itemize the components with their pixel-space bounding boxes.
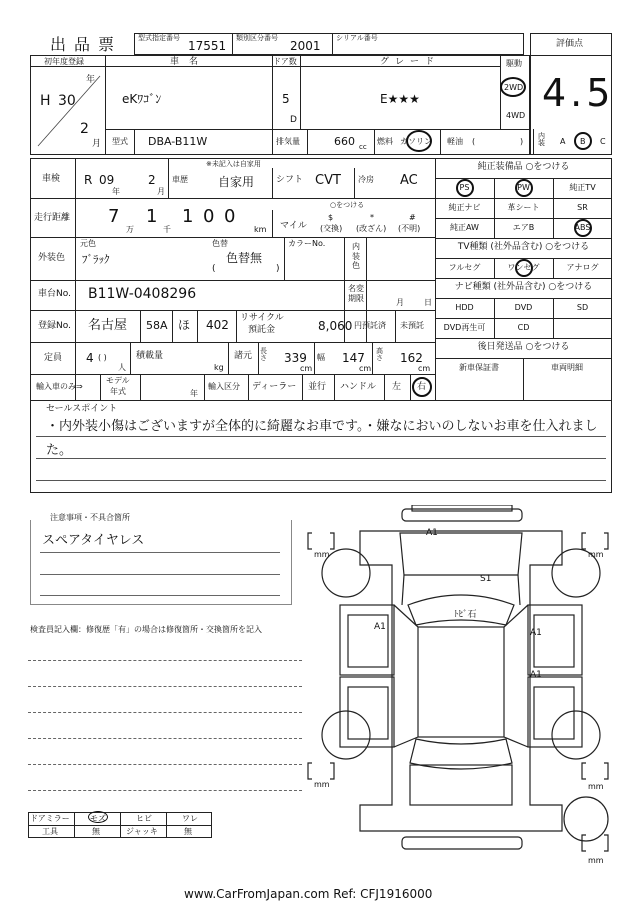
height: 162	[400, 351, 423, 365]
interior-c: C	[600, 137, 606, 146]
registration-place: 名古屋	[88, 318, 128, 333]
load-label: 積載量	[136, 351, 164, 361]
equipment-item-circle-8	[574, 219, 592, 237]
fuel-label: 燃料	[377, 137, 393, 146]
color-no-label: カラーNo.	[288, 239, 326, 248]
handle-right: 右	[417, 382, 427, 392]
equipment-navi-col-line	[494, 298, 495, 338]
mileage-d1: 7	[108, 206, 120, 227]
original-color: ﾌﾞﾗｯｸ	[82, 253, 110, 266]
mileage-hash: #	[409, 213, 416, 222]
reg-day-unit: 日	[424, 298, 432, 307]
equipment-item-8: ABS	[574, 223, 591, 232]
repaint-paren-open: (	[212, 264, 216, 274]
equipment-navi-0: HDD	[455, 303, 474, 312]
page-title: 出品票	[50, 35, 123, 54]
equipment-navi-1: DVD	[514, 303, 533, 312]
mileage-tamper: (改ざん)	[356, 224, 387, 233]
mileage-sen: 千	[163, 225, 171, 234]
paren-open: (	[472, 137, 476, 146]
handle-right-circle	[412, 377, 432, 397]
repaint-paren-close: )	[276, 264, 280, 274]
type-label: 型式	[112, 137, 128, 146]
capacity-label: 定員	[44, 353, 63, 363]
equipment-item-5: SR	[577, 203, 588, 212]
equipment-tv-col-line	[553, 258, 554, 278]
recycle-label-1: リサイクル	[240, 313, 284, 323]
width: 147	[342, 351, 365, 365]
shaken-label: 車検	[42, 174, 61, 184]
history-note: ※未記入は自家用	[206, 160, 261, 168]
equipment-tv-label: TV種類 (社外品含む) ○をつける	[457, 242, 590, 252]
registration-label: 登録No.	[38, 321, 71, 331]
repaint-value: 色替無	[226, 251, 263, 265]
recycle-unit: 円預託済	[354, 321, 386, 330]
equipment-item-3: 純正ナビ	[448, 203, 481, 212]
equipment-navi-row-line	[435, 338, 612, 339]
inspector-label: 検査員記入欄：修復歴「有」の場合は修復箇所・交換箇所を記入	[30, 625, 262, 634]
model-number-label: 型式指定番号	[138, 34, 180, 42]
import-parallel: 並行	[308, 382, 327, 392]
mileage-dollar: $	[328, 213, 334, 222]
category-label: 類別区分番号	[236, 34, 278, 42]
equipment-item-2: 純正TV	[569, 183, 596, 192]
grade: E★★★	[380, 92, 420, 106]
equipment-item-circle-1	[515, 179, 533, 197]
displacement: 660	[334, 135, 355, 148]
equipment-navi-3: DVD再生可	[443, 323, 486, 332]
bottom-row-1: 工具	[42, 827, 58, 836]
equipment-post-1: 車両明細	[551, 363, 583, 372]
mileage-exchange: (交換)	[320, 224, 343, 233]
shaken-year: 09	[99, 173, 115, 187]
equipment-navi-2: SD	[576, 303, 589, 312]
mm-unit: mm	[314, 780, 330, 789]
car-name-label: 車名	[170, 57, 209, 67]
equipment-tv-0: フルセグ	[448, 263, 481, 272]
cooler-value: AC	[400, 173, 418, 188]
paren-close: )	[520, 137, 524, 146]
mileage-unknown: (不明)	[398, 224, 421, 233]
recycle-unpaid: 未預託	[400, 321, 424, 330]
score-label: 評価点	[556, 39, 584, 49]
mileage-star: *	[370, 213, 374, 222]
height-unit: cm	[418, 364, 431, 373]
mozu-circle	[88, 811, 108, 823]
footer-watermark: www.CarFromJapan.com Ref: CFJ1916000	[184, 887, 433, 901]
interior-a: A	[560, 137, 566, 146]
handle-left: 左	[392, 382, 402, 392]
equipment-tv-row-line	[435, 278, 612, 279]
load-unit: kg	[214, 363, 224, 372]
equipment-post-label: 後日発送品 ○をつける	[477, 342, 570, 352]
door-type: D	[290, 115, 297, 125]
history-value: 自家用	[218, 175, 255, 189]
shaken-era: R	[84, 173, 93, 187]
displacement-label: 排気量	[276, 137, 300, 146]
drive-2wd: 2WD	[504, 83, 524, 92]
car-diagram	[300, 505, 620, 875]
interior-color-label: 内装色	[352, 242, 360, 271]
model-number: 17551	[188, 39, 227, 53]
damage-mark: A1	[530, 670, 542, 680]
equipment-tv-col-line	[494, 258, 495, 278]
cooler-label: 冷房	[358, 175, 374, 184]
equipment-item-4: 革シート	[507, 203, 540, 212]
notes-line-1: スペアタイヤレス	[42, 533, 145, 548]
mileage-d3: 1	[182, 206, 194, 227]
bottom-header-1: ドアミラー	[30, 814, 70, 823]
drive-label: 駆動	[506, 59, 522, 68]
mileage-d4: 0	[203, 206, 215, 227]
drive-4wd: 4WD	[506, 111, 526, 120]
fuel-circle	[406, 130, 432, 152]
bottom-header-2: モズ	[90, 814, 106, 823]
equipment-item-1: PW	[517, 183, 530, 192]
bottom-row-2: 無	[92, 827, 100, 836]
mileage-circle-note: ○をつける	[330, 201, 365, 209]
equipment-item-col-line	[494, 178, 495, 238]
equipment-navi-4: CD	[517, 323, 530, 332]
first-reg-month: 2	[80, 121, 89, 137]
serial-label: シリアル番号	[336, 34, 378, 42]
interior-label: 内装	[538, 132, 545, 147]
reg-month-unit: 月	[396, 298, 404, 307]
equipment-tv-circle-1	[515, 259, 533, 277]
first-reg-label: 初年度登録	[44, 57, 84, 66]
mileage-d2: 1	[146, 206, 158, 227]
import-label: 輸入車のみ⇒	[36, 382, 83, 391]
width-unit: cm	[359, 364, 372, 373]
history-label: 車歴	[172, 175, 188, 184]
spec-label: 諸元	[234, 351, 253, 361]
equipment-post-divider	[523, 358, 524, 400]
mm-unit: mm	[588, 550, 604, 559]
shaken-month: 2	[148, 173, 156, 187]
equipment-item-row-line	[435, 238, 612, 239]
color-label: 外装色	[38, 253, 66, 263]
equipment-item-row-line	[435, 198, 612, 199]
length: 339	[284, 351, 307, 365]
original-color-label: 元色	[80, 239, 96, 248]
mileage-km: km	[254, 225, 267, 234]
bottom-row-4: 無	[184, 827, 192, 836]
reg-period-label: 名変期限	[348, 284, 364, 303]
equipment-navi-label: ナビ種類 (社外品含む) ○をつける	[454, 282, 593, 292]
damage-mark: ﾄﾋﾞ石	[454, 610, 477, 620]
mm-unit: mm	[588, 782, 604, 791]
height-label: 高さ	[376, 347, 383, 362]
bottom-header-4: ワレ	[182, 814, 198, 823]
equipment-genuine-label: 純正装備品 ○をつける	[477, 162, 570, 172]
handle-label: ハンドル	[340, 382, 377, 392]
equipment-tv-2: アナログ	[566, 263, 599, 272]
sales-line-1: ・内外装小傷はございますが全体的に綺麗なお車です。・嫌なにおいのしないお車を仕入れまし	[46, 419, 598, 434]
registration-kana: ほ	[178, 318, 191, 332]
interior-b-circle	[574, 132, 592, 150]
equipment-post-0: 新車保証書	[459, 363, 499, 372]
length-unit: cm	[300, 364, 313, 373]
equipment-tv-1: ワンセグ	[507, 263, 540, 272]
doors-label: ドア数	[273, 57, 297, 66]
width-label: 幅	[317, 353, 325, 362]
equipment-item-6: 純正AW	[450, 223, 479, 232]
recycle-amount: 8,060	[318, 319, 353, 333]
equipment-item-circle-0	[456, 179, 474, 197]
mileage-man: 万	[126, 225, 134, 234]
shift-label: シフト	[276, 175, 304, 185]
sales-label: セールスポイント	[46, 404, 118, 414]
doors: 5	[282, 92, 290, 106]
model-year-label-1: モデル	[106, 376, 130, 385]
month-unit: 月	[92, 139, 102, 149]
seats-unit: 人	[118, 363, 126, 372]
import-dealer: ディーラー	[252, 382, 297, 392]
mileage-label: 走行距離	[34, 213, 71, 223]
equipment-item-7: エアB	[512, 223, 535, 232]
drive-2wd-circle	[500, 77, 526, 97]
type-value: DBA-B11W	[148, 135, 208, 148]
damage-mark: A1	[374, 622, 386, 632]
category-number: 2001	[290, 39, 321, 53]
model-year-label-2: 年式	[110, 387, 126, 396]
year-unit: 年	[86, 75, 96, 85]
damage-mark: A1	[530, 628, 542, 638]
registration-class: 58A	[146, 319, 168, 332]
grade-label: グレード	[380, 57, 441, 67]
mileage-d5: 0	[224, 206, 236, 227]
registration-number: 402	[206, 318, 229, 332]
mm-unit: mm	[314, 550, 330, 559]
seats: 4	[86, 351, 94, 365]
recycle-label-2: 預託金	[248, 325, 276, 335]
grade-score: 4.5	[542, 71, 615, 115]
mm-unit: mm	[588, 856, 604, 865]
bottom-header-3: ヒビ	[136, 814, 152, 823]
shift-value: CVT	[315, 173, 341, 188]
seats-paren: ( )	[98, 353, 107, 362]
chassis-label: 車台No.	[38, 289, 71, 299]
equipment-item-0: PS	[459, 183, 470, 192]
mileage-mile: マイル	[280, 221, 307, 231]
chassis-number: B11W-0408296	[88, 286, 197, 302]
damage-mark: A1	[426, 528, 438, 538]
equipment-navi-row-line	[435, 318, 612, 319]
first-reg-era: H	[40, 93, 51, 109]
car-name: eKﾜｺﾞﾝ	[122, 92, 162, 106]
length-label: 長さ	[260, 347, 267, 362]
shaken-month-unit: 月	[157, 187, 165, 196]
first-reg-year: 30	[58, 93, 76, 109]
model-year-unit: 年	[190, 389, 198, 398]
import-category-label: 輸入区分	[208, 382, 240, 391]
equipment-navi-col-line	[553, 298, 554, 338]
light-oil-label: 軽油	[447, 137, 463, 146]
repaint-label: 色替	[212, 239, 228, 248]
equipment-panel	[435, 158, 612, 400]
bottom-row-3: ジャッキ	[126, 827, 158, 836]
shaken-year-unit: 年	[112, 187, 120, 196]
fuel-value: ガソリン	[400, 137, 432, 146]
equipment-item-col-line	[553, 178, 554, 238]
displacement-unit: cc	[359, 143, 367, 151]
sales-line-2: た。	[46, 443, 73, 458]
damage-mark: S1	[480, 574, 492, 584]
equipment-navi-label-line	[435, 298, 612, 299]
notes-label: 注意事項・不具合箇所	[50, 513, 130, 522]
equipment-item-row-line	[435, 218, 612, 219]
interior-b: B	[580, 137, 586, 146]
